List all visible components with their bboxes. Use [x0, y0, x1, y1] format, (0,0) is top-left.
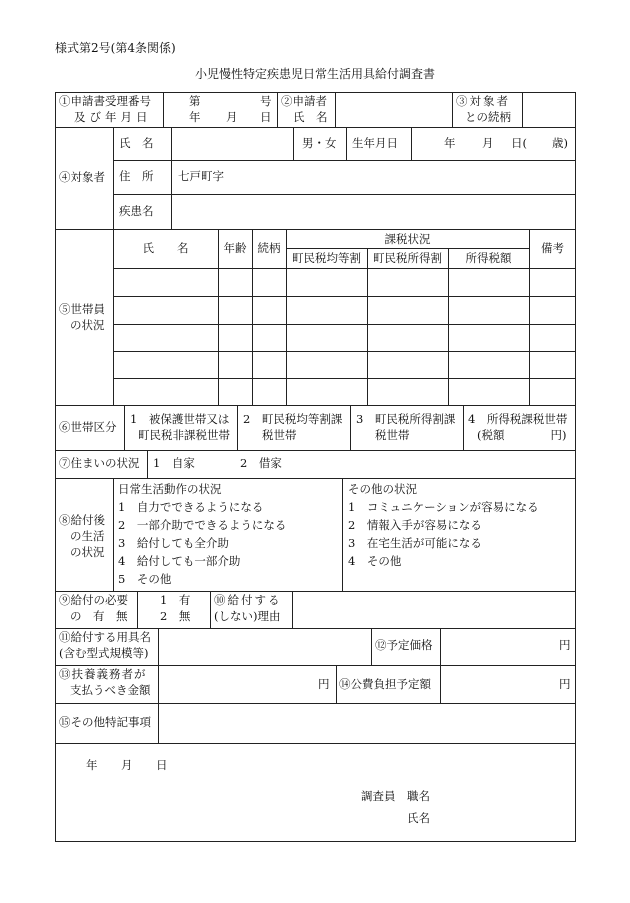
relation-label: ③対象者	[456, 94, 510, 108]
col-divider	[335, 92, 336, 127]
planned-price-yen: 円	[559, 638, 571, 652]
item-name-label-2: (含む型式規模等)	[59, 646, 149, 660]
row-divider	[55, 229, 576, 230]
row-divider	[113, 160, 576, 161]
adl-item: 2 一部介助でできるようになる	[118, 518, 287, 532]
applicant-label-2: 氏 名	[293, 110, 328, 124]
col-divider	[292, 591, 293, 628]
category-option-2-cont: 税世帯	[262, 428, 297, 442]
receipt-month: 月	[226, 110, 238, 124]
adl-title: 日常生活動作の状況	[118, 482, 222, 496]
form-title: 小児慢性特定疾患児日常生活用具給付調査書	[194, 67, 435, 81]
receipt-label: ①申請書受理番号	[59, 94, 151, 108]
col-divider	[367, 248, 368, 405]
row-divider	[286, 248, 529, 249]
other-status-title: その他の状況	[348, 482, 417, 496]
other-status-item: 4 その他	[348, 554, 402, 568]
subject-address-label: 住 所	[119, 169, 154, 183]
notes-label: ⑮その他特記事項	[59, 715, 151, 729]
col-divider	[158, 703, 159, 743]
receipt-no-suffix: 号	[260, 94, 272, 108]
housing-label: ⑦住まいの状況	[59, 456, 140, 470]
planned-price-label: ⑫予定価格	[375, 638, 433, 652]
row-divider	[113, 268, 576, 269]
col-divider	[158, 628, 159, 665]
col-divider	[210, 591, 211, 628]
necessity-no: 2 無	[160, 609, 191, 623]
necessity-yes: 1 有	[160, 593, 191, 607]
col-divider	[137, 591, 138, 628]
col-divider	[336, 665, 337, 703]
col-divider	[522, 92, 523, 127]
after-label-3: の状況	[70, 545, 105, 559]
category-option-3: 3 町民税所得割課	[356, 412, 456, 426]
col-divider	[237, 405, 238, 450]
other-status-item: 2 情報入手が容易になる	[348, 518, 482, 532]
row-divider	[113, 324, 576, 325]
row-divider	[55, 127, 576, 128]
row-divider	[55, 743, 576, 744]
row-divider	[113, 296, 576, 297]
relation-label-2: との続柄	[465, 110, 511, 124]
row-divider	[113, 194, 576, 195]
household-col-age: 年齢	[223, 241, 247, 255]
category-option-1: 1 被保護世帯又は	[130, 412, 230, 426]
row-divider	[113, 351, 576, 352]
household-col-name: 氏 名	[142, 241, 189, 255]
col-divider	[448, 248, 449, 405]
necessity-label-2: の 有 無	[70, 609, 128, 623]
col-divider	[440, 628, 441, 665]
col-divider	[113, 478, 114, 591]
adl-item: 1 自力でできるようになる	[118, 500, 264, 514]
category-option-3-cont: 税世帯	[375, 428, 410, 442]
col-divider	[452, 92, 453, 127]
receipt-year: 年	[189, 110, 201, 124]
other-status-item: 3 在宅生活が可能になる	[348, 536, 482, 550]
footer-date-day: 日	[156, 758, 168, 772]
row-divider	[55, 703, 576, 704]
col-divider	[277, 92, 278, 127]
col-divider	[371, 628, 372, 665]
col-divider	[411, 127, 412, 160]
payment-label: ⑬扶養義務者が	[59, 667, 147, 681]
subject-name-label: 氏 名	[119, 136, 154, 150]
category-option-4-cont: (税額 円)	[477, 428, 567, 442]
item-name-label: ⑪給付する用具名	[59, 630, 151, 644]
household-section-label-2: の状況	[70, 318, 105, 332]
col-divider	[158, 665, 159, 703]
form-number: 様式第2号(第4条関係)	[55, 41, 176, 55]
subject-birth-label: 生年月日	[352, 136, 398, 150]
household-col-tax-per-capita: 町民税均等割	[292, 251, 361, 265]
subject-age: 歳)	[552, 136, 568, 150]
col-divider	[113, 127, 114, 405]
household-section-label: ⑤世帯員	[59, 302, 105, 316]
applicant-label: ②申請者	[281, 94, 327, 108]
housing-option-own: 1 自家	[153, 456, 195, 470]
adl-item: 3 給付しても全介助	[118, 536, 229, 550]
subject-section-label: ④対象者	[59, 170, 105, 184]
subject-birth-year: 年	[444, 136, 456, 150]
row-divider	[55, 591, 576, 592]
category-label: ⑥世帯区分	[59, 420, 117, 434]
receipt-label-2: 及び年月日	[74, 110, 152, 124]
row-divider	[55, 405, 576, 406]
footer-date-year: 年	[86, 758, 98, 772]
receipt-day: 日	[260, 110, 272, 124]
household-col-tax-income: 町民税所得割	[373, 251, 442, 265]
row-divider	[113, 378, 576, 379]
category-option-4: 4 所得税課税世帯	[468, 412, 568, 426]
subject-birth-month: 月	[482, 136, 494, 150]
col-divider	[163, 92, 164, 127]
col-divider	[440, 665, 441, 703]
after-label: ⑧給付後	[59, 513, 105, 527]
category-option-2: 2 町民税均等割課	[243, 412, 343, 426]
adl-item: 5 その他	[118, 572, 172, 586]
household-col-relation: 続柄	[257, 241, 281, 255]
adl-item: 4 給付しても一部介助	[118, 554, 241, 568]
row-divider	[55, 628, 576, 629]
reason-label: ⑩給付する	[214, 593, 282, 607]
payment-label-2: 支払うべき金額	[70, 683, 151, 697]
reason-label-2: (しない)理由	[214, 609, 281, 623]
subject-sex: 男・女	[302, 136, 337, 150]
household-col-tax: 課税状況	[384, 232, 431, 246]
col-divider	[463, 405, 464, 450]
housing-option-rent: 2 借家	[240, 456, 282, 470]
receipt-no-prefix: 第	[189, 94, 201, 108]
col-divider	[350, 405, 351, 450]
investigator-title-label: 調査員 職名	[361, 789, 430, 803]
other-status-item: 1 コミュニケーションが容易になる	[348, 500, 539, 514]
investigator-name-label: 氏名	[407, 811, 430, 825]
subject-disease-label: 疾患名	[119, 204, 154, 218]
subject-birth-day: 日(	[511, 136, 527, 150]
category-option-1-cont: 町民税非課税世帯	[138, 428, 230, 442]
col-divider	[342, 478, 343, 591]
row-divider	[55, 478, 576, 479]
after-label-2: の生活	[70, 529, 105, 543]
household-col-remarks: 備考	[541, 241, 564, 255]
row-divider	[55, 450, 576, 451]
public-burden-label: ⑭公費負担予定額	[339, 677, 431, 691]
col-divider	[171, 127, 172, 229]
col-divider	[147, 450, 148, 478]
necessity-label: ⑨給付の必要	[59, 593, 128, 607]
col-divider	[124, 405, 125, 450]
subject-address-value[interactable]: 七戸町字	[178, 169, 224, 183]
payment-yen: 円	[318, 677, 330, 691]
household-col-income-tax: 所得税額	[465, 251, 512, 265]
col-divider	[346, 127, 347, 160]
col-divider	[293, 127, 294, 160]
footer-date-month: 月	[121, 758, 133, 772]
row-divider	[55, 665, 576, 666]
public-burden-yen: 円	[559, 677, 571, 691]
